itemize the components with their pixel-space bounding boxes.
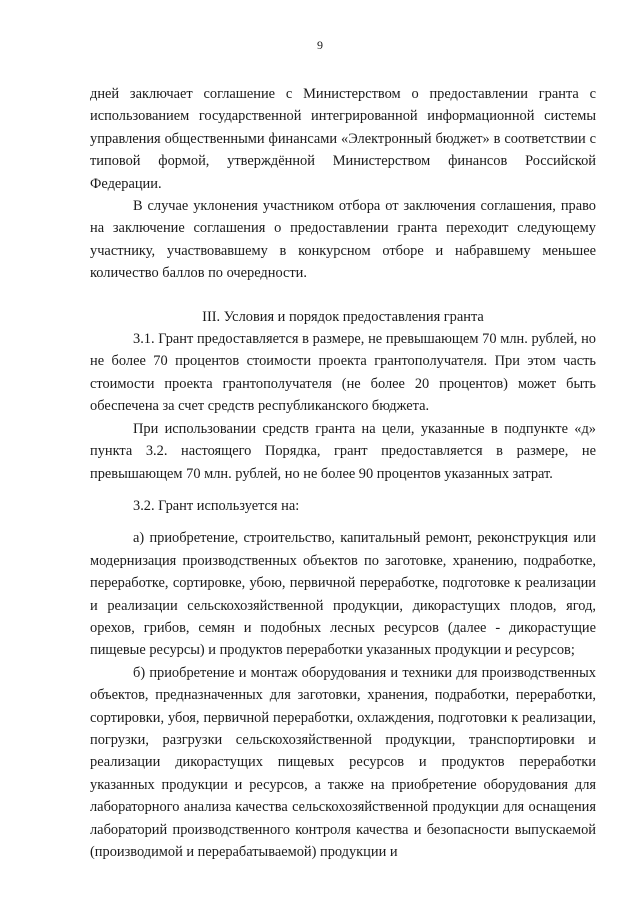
list-item-b: б) приобретение и монтаж оборудования и техники для производственных объектов, предназначенных для заготовки, хранения, подработки, переработки, сортировки, убоя, первичной переработки, охлаждения, подготовки к реализации, погрузки, разгрузки сельскохозяйственной продукции, транспортировки и реализации дикорастущих пищевых ресурсов и продуктов переработки указанных продукции и ресурсов, а также на приобретение оборудования для лабораторного анализа качества сельскохозяйственной продукции для оснащения лабораторий производственного контроля качества и безопасности выпускаемой (производимой и перерабатываемой) продукции и [90,664,596,860]
document-body [90,83,596,863]
paragraph-agreement-continuation: дней заключает соглашение с Министерством о предоставлении гранта с использованием государственной интегрированной информационной системы управления общественными финансами «Электронный бюджет» в соответствии с типовой формой, утверждённой Министерством финансов Российской Федерации. [90,86,596,192]
page-number: 9 [317,38,323,52]
section-heading: III. Условия и порядок предоставления гранта [202,308,484,325]
paragraph-3-1: 3.1. Грант предоставляется в размере, не превышающем 70 млн. рублей, но не более 70 процентов стоимости проекта грантополучателя. При этом часть стоимости проекта грантополучателя (не более 20 процентов) может быть обеспечена за счет средств республиканского бюджета. [90,331,596,415]
paragraph-evasion: В случае уклонения участником отбора от заключения соглашения, право на заключение соглашения о предоставлении гранта переходит следующему участнику, участвовавшему в конкурсном отборе и набравшему меньшее количество баллов по очередности. [90,198,596,282]
list-item-a: а) приобретение, строительство, капитальный ремонт, реконструкция или модернизация производственных объектов по заготовке, хранению, подработке, переработке, сортировке, убою, первичной переработке, подготовке к реализации и реализации сельскохозяйственной продукции, дикорастущих плодов, ягод, орехов, грибов, семян и подобных лесных ресурсов (далее - дикорастущие пищевые ресурсы) и продуктов переработки указанных продукции и ресурсов; [90,530,596,659]
paragraph-3-2: 3.2. Грант используется на: [133,497,300,514]
paragraph-grant-use-d: При использовании средств гранта на цели, указанные в подпункте «д» пункта 3.2. настоящего Порядка, грант предоставляется в размере, не превышающем 70 млн. рублей, но не более 90 процентов указанных затрат. [90,420,596,482]
